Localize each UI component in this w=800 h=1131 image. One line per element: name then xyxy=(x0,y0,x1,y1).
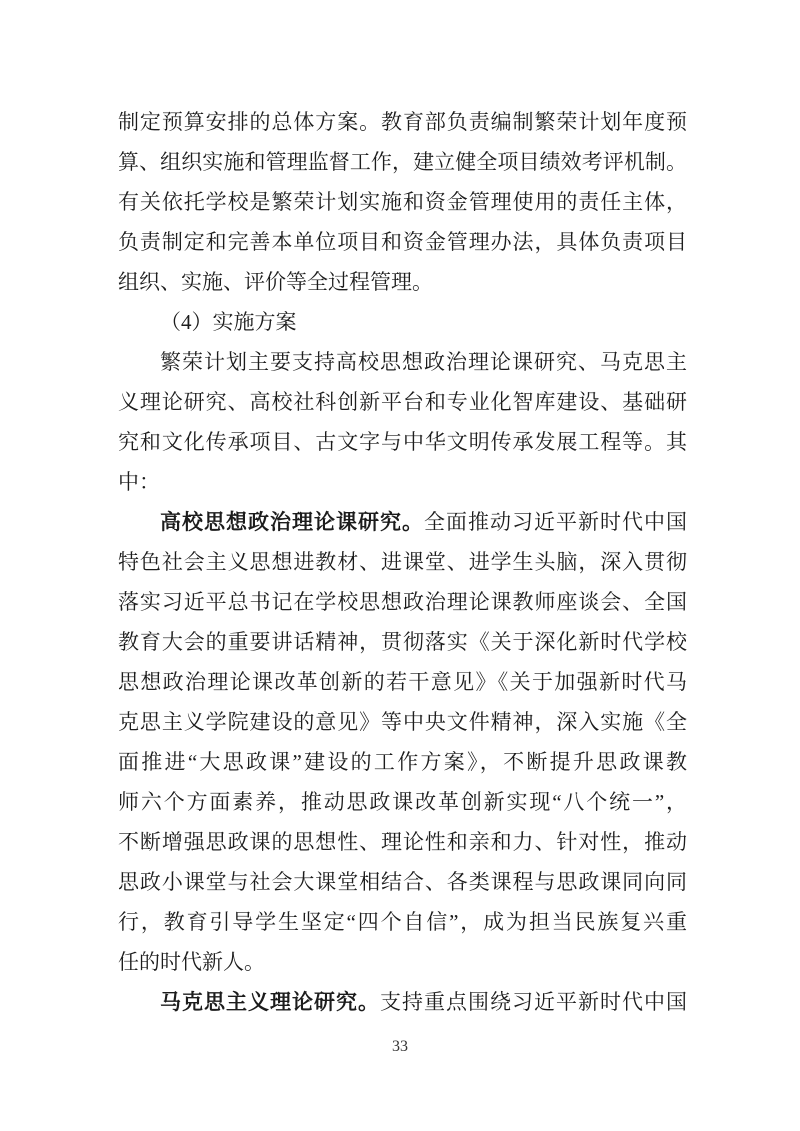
text-line: 面推进“大思政课”建设的工作方案》，不断提升思政课教 xyxy=(118,750,687,774)
text-line: 有关依托学校是繁荣计划实施和资金管理使用的责任主体， xyxy=(118,190,687,214)
text-line: 究和文化传承项目、古文字与中华文明传承发展工程等。其 xyxy=(118,430,687,454)
text-line: 特色社会主义思想进教材、进课堂、进学生头脑，深入贯彻 xyxy=(118,550,687,574)
text-line: 任的时代新人。 xyxy=(118,950,265,974)
text-line: 义理论研究、高校社科创新平台和专业化智库建设、基础研 xyxy=(118,390,687,414)
text-line: 不断增强思政课的思想性、理论性和亲和力、针对性，推动 xyxy=(118,830,687,854)
text-line: （4）实施方案 xyxy=(160,310,297,334)
text-line: 负责制定和完善本单位项目和资金管理办法，具体负责项目 xyxy=(118,230,687,254)
text-line: 思想政治理论课改革创新的若干意见》《关于加强新时代马 xyxy=(118,670,687,694)
text-line: 组织、实施、评价等全过程管理。 xyxy=(118,270,433,294)
text-line: 繁荣计划主要支持高校思想政治理论课研究、马克思主 xyxy=(160,350,687,374)
text-block xyxy=(118,102,687,1022)
text-line: 中： xyxy=(118,470,160,494)
text-line: 思政小课堂与社会大课堂相结合、各类课程与思政课同向同 xyxy=(118,870,687,894)
bold-heading-run: 高校思想政治理论课研究。 xyxy=(160,510,424,534)
text-line: 教育大会的重要讲话精神，贯彻落实《关于深化新时代学校 xyxy=(118,630,687,654)
text-line: 师六个方面素养，推动思政课改革创新实现“八个统一”， xyxy=(118,790,687,814)
page-number: 33 xyxy=(392,1038,408,1055)
text-line: 落实习近平总书记在学校思想政治理论课教师座谈会、全国 xyxy=(118,590,687,614)
text-line: 克思主义学院建设的意见》等中央文件精神，深入实施《全 xyxy=(118,710,687,734)
text-line: 马克思主义理论研究。支持重点围绕习近平新时代中国 xyxy=(160,990,687,1014)
text-line: 算、组织实施和管理监督工作，建立健全项目绩效考评机制。 xyxy=(118,150,687,174)
text-line: 制定预算安排的总体方案。教育部负责编制繁荣计划年度预 xyxy=(118,110,687,134)
text-line: 高校思想政治理论课研究。全面推动习近平新时代中国 xyxy=(160,510,687,534)
text-line: 行，教育引导学生坚定“四个自信”，成为担当民族复兴重 xyxy=(118,910,687,934)
bold-heading-run: 马克思主义理论研究。 xyxy=(160,990,380,1014)
